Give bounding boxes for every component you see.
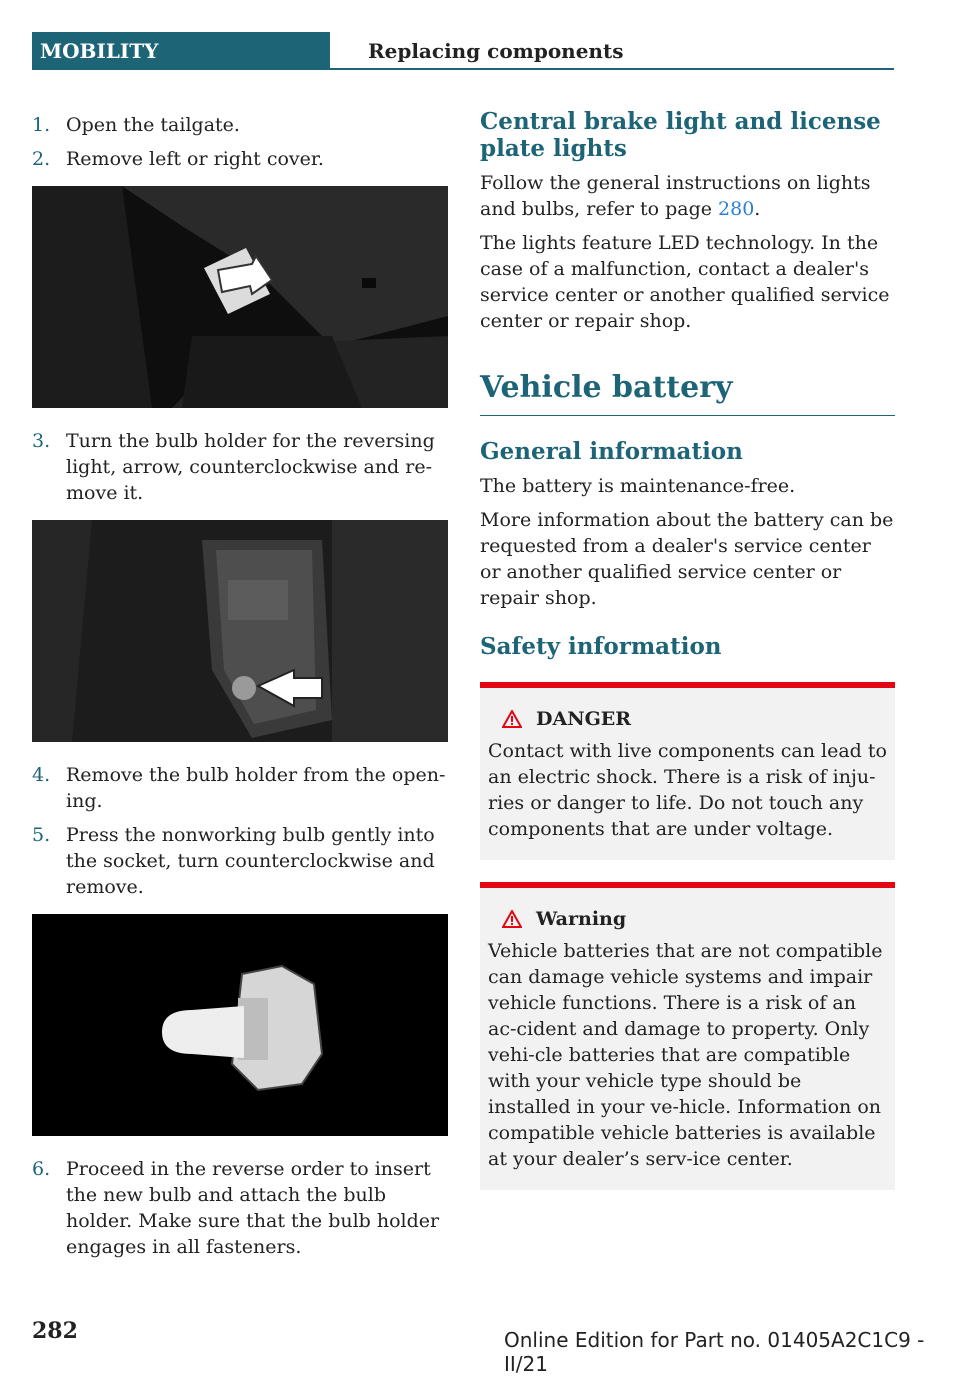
paragraph-text: Follow the general instructions on lights and bulbs, refer to page bbox=[480, 172, 871, 220]
step-number: 6. bbox=[32, 1158, 51, 1180]
step-3 bbox=[32, 428, 448, 506]
step-text: Remove left or right cover. bbox=[66, 148, 324, 170]
page-link[interactable]: 280 bbox=[718, 198, 755, 220]
paragraph-text: . bbox=[754, 198, 761, 220]
general-paragraph-2: More information about the battery can be requested from a dealer's service center or another qualified service center or repair shop. bbox=[480, 509, 894, 609]
topic-title: Replacing components bbox=[368, 39, 624, 63]
left-column bbox=[32, 112, 448, 1268]
warning-title bbox=[488, 908, 887, 930]
step-number: 3. bbox=[32, 430, 51, 452]
cargo-cover-photo bbox=[32, 186, 448, 408]
central-brake-light-heading: Central brake light and license plate lights bbox=[480, 108, 881, 162]
vehicle-battery-heading: Vehicle battery bbox=[480, 358, 895, 416]
step-4 bbox=[32, 762, 448, 814]
warning-triangle-icon bbox=[502, 710, 522, 728]
step-text: Press the nonworking bulb gently into the socket, turn counterclockwise and remove. bbox=[66, 824, 435, 898]
central-paragraph-1 bbox=[480, 170, 895, 222]
bulb-photo bbox=[32, 914, 448, 1136]
step-number: 1. bbox=[32, 114, 51, 136]
step-text: Open the tailgate. bbox=[66, 114, 240, 136]
warning-text: Vehicle batteries that are not compatible can damage vehicle systems and impair vehicle functions. There is a risk of an ac‐cident and damage to property. Only vehi‐cle batteries that are compatible with your vehicle type should be installed in your ve‐hicle. Information on compatible vehicle batteries is available at your dealer’s serv‐ice center. bbox=[488, 940, 883, 1170]
safety-information-heading: Safety information bbox=[480, 633, 722, 660]
warning-box bbox=[480, 882, 895, 1190]
warning-label: Warning bbox=[536, 908, 627, 930]
step-6 bbox=[32, 1156, 448, 1260]
edition-note: Online Edition for Part no. 01405A2C1C9 - II/21 bbox=[504, 1328, 925, 1376]
bulb-holder-photo bbox=[32, 520, 448, 742]
step-text: Remove the bulb holder from the open‐ing. bbox=[66, 764, 446, 812]
danger-box bbox=[480, 682, 895, 860]
page-header bbox=[32, 32, 894, 70]
step-text: Turn the bulb holder for the reversing light, arrow, counterclockwise and re‐move it. bbox=[66, 430, 435, 504]
page-number: 282 bbox=[32, 1318, 78, 1344]
header-rule bbox=[330, 68, 894, 70]
step-5 bbox=[32, 822, 448, 900]
step-number: 2. bbox=[32, 148, 51, 170]
step-2 bbox=[32, 146, 448, 172]
section-tab: MOBILITY bbox=[32, 32, 330, 70]
step-number: 4. bbox=[32, 764, 51, 786]
central-paragraph-2: The lights feature LED technology. In the case of a malfunction, contact a dealer's service center or another qualified service center or repair shop. bbox=[480, 232, 890, 332]
warning-triangle-icon bbox=[502, 910, 522, 928]
step-number: 5. bbox=[32, 824, 51, 846]
right-column bbox=[480, 108, 895, 1190]
danger-title bbox=[488, 708, 887, 730]
general-information-heading: General information bbox=[480, 438, 743, 465]
general-paragraph-1: The battery is maintenance-free. bbox=[480, 475, 796, 497]
danger-label: DANGER bbox=[536, 708, 632, 730]
step-text: Proceed in the reverse order to insert the new bulb and attach the bulb holder. Make sure that the bulb holder engages in all fasteners. bbox=[66, 1158, 440, 1258]
step-1 bbox=[32, 112, 448, 138]
danger-text: Contact with live components can lead to an electric shock. There is a risk of inju‐ries or danger to life. Do not touch any components that are under voltage. bbox=[488, 740, 887, 840]
